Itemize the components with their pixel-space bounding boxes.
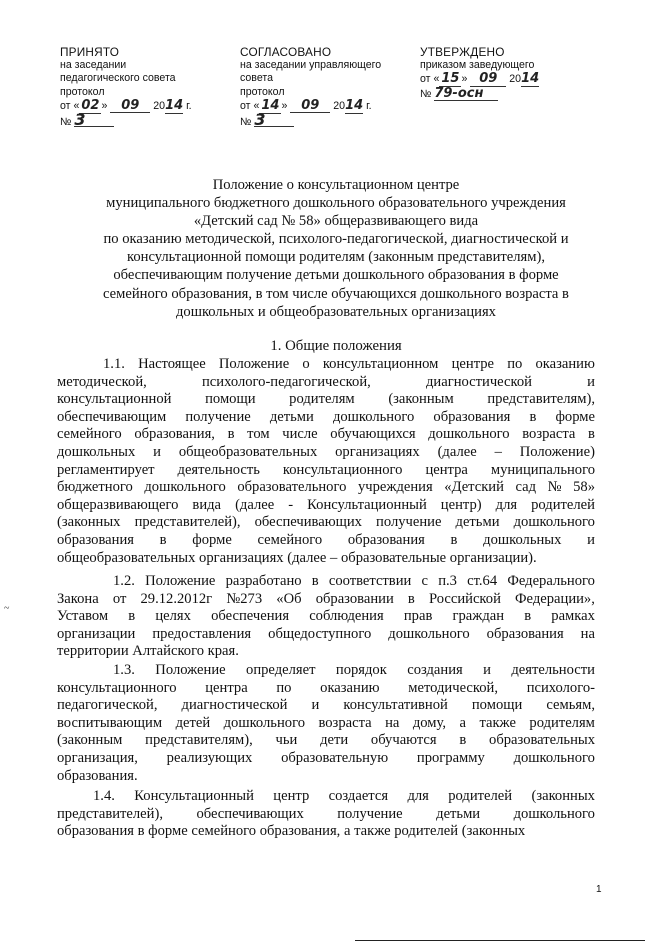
agreed-line3: протокол — [240, 85, 285, 98]
paragraph-line: консультационной помощи родителям (законным представителям), — [57, 391, 595, 408]
paragraph-line: представителей), обеспечивающих получение детьми дошкольного — [57, 805, 595, 822]
paragraph-line: 1.1. Настоящее Положение о консультационном центре по оказанию — [103, 356, 595, 372]
title-line: Положение о консультационном центре — [212, 177, 460, 193]
paragraph-line: (законным представителям), чьи дети обучаются в образовательных — [57, 732, 595, 749]
agreed-number: № 3 — [240, 113, 381, 129]
paragraph-line: методической, психолого-педагогической, диагностической и — [57, 373, 595, 390]
approval-accepted — [60, 46, 192, 129]
title-line: семейного образования, в том числе обучающихся дошкольного возраста в — [103, 285, 569, 302]
approved-line1: приказом заведующего — [420, 59, 535, 72]
title-line: дошкольных и общеобразовательных организациях — [176, 303, 496, 320]
paragraph-line: обеспечивающим получение детьми дошкольного образования в форме — [57, 408, 595, 425]
paragraph-line: территории Алтайского края. — [57, 643, 239, 660]
agreed-year: 14 — [345, 97, 364, 113]
approved-title: УТВЕРЖДЕНО — [420, 45, 505, 59]
paragraph-line: 1.2. Положение разработано в соответствии с п.3 ст.64 Федерального — [113, 573, 595, 589]
paragraph-line: общеразвивающего вида (далее - Консультационный центр) для родителей — [57, 496, 595, 513]
paragraph-line: регламентирует деятельность консультационного центра муниципального — [57, 461, 595, 478]
paragraph-line: общеобразовательных организациях (далее – образовательные организации). — [57, 549, 537, 566]
document-title — [40, 176, 632, 321]
paragraph-line: дошкольных и общеобразовательных организациях (далее – Положение) — [57, 443, 595, 460]
approved-day: 15 — [441, 71, 460, 87]
agreed-title: СОГЛАСОВАНО — [240, 45, 332, 59]
paragraph-line: консультационного центра по оказанию методической, психолого- — [57, 679, 595, 696]
approved-month: 09 — [470, 72, 506, 86]
paragraph-line: организация, реализующих образовательную программу дошкольного — [57, 749, 595, 766]
approval-approved — [420, 46, 539, 101]
paragraph-1-2 — [57, 573, 595, 661]
paragraph-line: бюджетного дошкольного образовательного учреждения «Детский сад № 58» — [57, 479, 595, 496]
section-heading: 1. Общие положения — [270, 338, 402, 354]
paragraph-line: Уставом в целях обеспечения соблюдения прав граждан в рамках — [57, 608, 595, 625]
accepted-year: 14 — [165, 97, 184, 113]
paragraph-line: 1.3. Положение определяет порядок создания и деятельности — [113, 662, 595, 678]
accepted-line2: педагогического совета — [60, 72, 176, 85]
approval-agreed — [240, 46, 381, 129]
agreed-day: 14 — [261, 97, 280, 113]
agreed-line2: совета — [240, 72, 273, 85]
accepted-month: 09 — [110, 99, 150, 113]
paragraph-line: семейного образования, в том числе обучающихся дошкольного возраста в — [57, 426, 595, 443]
paragraph-1-4 — [57, 788, 595, 841]
approved-number: № 79-осн — [420, 87, 539, 101]
accepted-line1: на заседании — [60, 59, 127, 72]
paragraph-line: организации предоставления общедоступного дошкольного образования на — [57, 625, 595, 642]
approved-year: 14 — [521, 71, 540, 87]
accepted-number: № 3 — [60, 113, 192, 129]
paragraph-line: образования в форме семейного образования в дошкольных и — [57, 531, 595, 548]
accepted-day: 02 — [81, 97, 100, 113]
paragraph-line: 1.4. Консультационный центр создается для родителей (законных — [93, 788, 595, 804]
paragraph-line: педагогической, диагностической и консультативной помощи семьям, — [57, 697, 595, 714]
footer-rule — [355, 940, 645, 941]
paragraph-line: (законных представителей), обеспечивающих получение детьми дошкольного — [57, 514, 595, 531]
title-line: консультационной помощи родителям (законным представителям), — [127, 249, 545, 266]
accepted-date: от « 02 » 09 2014 г. — [60, 97, 192, 113]
agreed-date: от « 14 » 09 2014 г. — [240, 97, 372, 113]
approved-date: от « 15 » 09 2014 — [420, 71, 540, 87]
paragraph-1-3 — [57, 662, 595, 785]
paragraph-line: образования. — [57, 767, 138, 784]
paragraph-line: образования в форме семейного образования, а также родителей (законных — [57, 823, 526, 840]
agreed-line1: на заседании управляющего — [240, 59, 382, 72]
accepted-line3: протокол — [60, 85, 105, 98]
title-line: по оказанию методической, психолого-педагогической, диагностической и — [103, 231, 569, 248]
paragraph-1-1 — [57, 356, 595, 567]
page-number: 1 — [596, 884, 602, 895]
margin-mark: ~ — [4, 603, 10, 614]
title-line: «Детский сад № 58» общеразвивающего вида — [193, 213, 479, 230]
paragraph-line: Закона от 29.12.2012г №273 «Об образовании в Российской Федерации», — [57, 590, 595, 607]
accepted-title: ПРИНЯТО — [60, 45, 120, 59]
paragraph-line: воспитывающим детей дошкольного возраста на дому, а также родителям — [57, 714, 595, 731]
agreed-month: 09 — [290, 99, 330, 113]
title-line: обеспечивающим получение детьми дошкольного образования в форме — [113, 267, 559, 284]
title-line: муниципального бюджетного дошкольного образовательного учреждения — [106, 195, 566, 212]
